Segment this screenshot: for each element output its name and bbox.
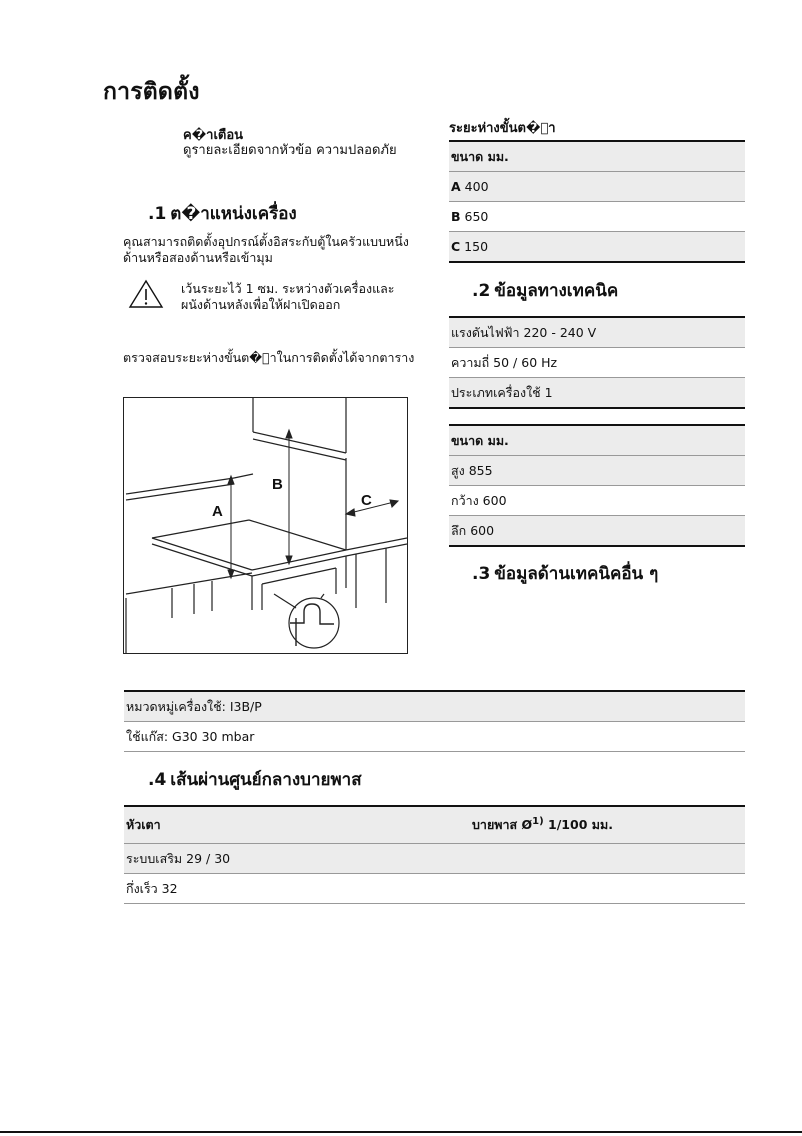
- caution-text: เว้นระยะไว้ 1 ซม. ระหว่างตัวเครื่องและผนังด้านหลังเพื่อให้ฝาเปิดออก: [181, 281, 395, 312]
- diagram-label-a: A: [212, 503, 223, 520]
- clearance-key: C: [451, 239, 461, 254]
- other-tech-cell: ใช้แก๊ส: G30 30 mbar: [126, 728, 255, 744]
- table-row: [124, 722, 745, 752]
- section1-heading: [148, 200, 297, 227]
- section1-intro: คุณสามารถติดตั้งอุปกรณ์ตั้งอิสระกับตู้ในครัวแบบหนึ่งด้านหรือสองด้านหรือเข้ามุม: [123, 234, 409, 265]
- electric-cell: ความถี่ 50 / 60 Hz: [451, 354, 558, 370]
- table-row: [449, 348, 745, 378]
- bypass-col-prefix: บายพาส Ø: [472, 817, 533, 832]
- table-row: [449, 232, 745, 263]
- section3-heading: [472, 560, 658, 587]
- table-row: [449, 378, 745, 409]
- size-table: [449, 424, 745, 547]
- page-title: การติดตั้ง: [103, 79, 200, 105]
- electric-cell: ประเภทเครื่องใช้ 1: [451, 384, 553, 400]
- clearance-header: ขนาด มม.: [451, 148, 509, 164]
- table-row: [449, 317, 745, 348]
- bypass-col-diameter: [470, 806, 745, 844]
- bypass-col-sup: 1): [532, 815, 544, 827]
- caution-triangle-icon: [128, 279, 164, 309]
- page-bottom-rule: [0, 1131, 802, 1133]
- bypass-cell: ระบบเสริม 29 / 30: [126, 850, 231, 866]
- clearance-caption: ระยะห่างขั้นต�่า: [449, 121, 556, 136]
- electric-cell: แรงดันไฟฟ้า 220 - 240 V: [451, 324, 597, 340]
- diagram-label-c: C: [361, 492, 372, 509]
- bypass-cell: กึ่งเร็ว 32: [126, 880, 178, 896]
- warning-title: ค�าเตือน: [183, 128, 244, 143]
- table-row: [124, 844, 745, 874]
- installation-diagram: [123, 397, 408, 654]
- section2-number: .2: [472, 281, 491, 301]
- other-tech-table: [124, 690, 745, 752]
- section4-heading: [148, 766, 362, 793]
- table-row: [124, 874, 745, 904]
- table-row: [449, 486, 745, 516]
- warning-body: ดูรายละเอียดจากหัวข้อ ความปลอดภัย: [183, 143, 397, 158]
- bypass-table: [124, 805, 745, 904]
- bypass-col-burner: หัวเตา: [126, 817, 161, 832]
- other-tech-cell: หมวดหมู่เครื่องใช้: I3B/P: [126, 698, 262, 714]
- table-row: [124, 691, 745, 722]
- installation-diagram-drawing: [124, 398, 407, 653]
- bypass-col-suffix: 1/100 มม.: [543, 817, 613, 832]
- table-row: [449, 456, 745, 486]
- clearance-key: B: [451, 209, 461, 224]
- section1-number: .1: [148, 204, 167, 224]
- section1-check: ตรวจสอบระยะห่างขั้นต�่าในการติดตั้งได้จากตาราง: [123, 350, 415, 365]
- clearance-value: 650: [464, 209, 489, 224]
- table-row: [449, 172, 745, 202]
- section1-title: ต�าแหน่งเครื่อง: [170, 204, 297, 224]
- clearance-table: [449, 140, 745, 263]
- size-header-row: [449, 425, 745, 456]
- section2-title: ข้อมูลทางเทคนิค: [494, 281, 619, 301]
- electric-table: [449, 316, 745, 409]
- clearance-value: 400: [464, 179, 489, 194]
- size-cell: กว้าง 600: [451, 492, 507, 508]
- diagram-label-b: B: [272, 476, 283, 493]
- section4-title: เส้นผ่านศูนย์กลางบายพาส: [170, 770, 362, 790]
- section3-number: .3: [472, 564, 491, 584]
- clearance-value: 150: [464, 239, 489, 254]
- size-header: ขนาด มม.: [451, 432, 509, 448]
- clearance-key: A: [451, 179, 461, 194]
- size-cell: สูง 855: [451, 462, 493, 478]
- table-row: [449, 516, 745, 547]
- section4-number: .4: [148, 770, 167, 790]
- bypass-header-row: [124, 806, 745, 844]
- size-cell: ลึก 600: [451, 522, 495, 538]
- section3-title: ข้อมูลด้านเทคนิคอื่น ๆ: [494, 564, 659, 584]
- clearance-header-row: [449, 141, 745, 172]
- table-row: [449, 202, 745, 232]
- section2-heading: [472, 277, 618, 304]
